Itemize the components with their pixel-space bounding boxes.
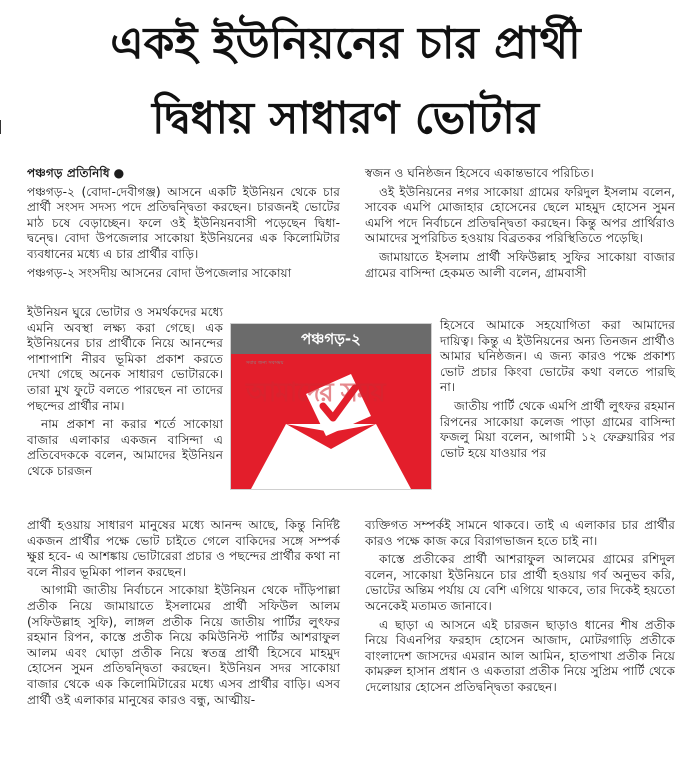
paragraph: এ ছাড়া এ আসনে এই চারজন ছাড়াও ধানের শীষ প্রতীক নিয়ে বিএনপির ফরহাদ হোসেন আজাদ, মোটরগাড়ি প্রতীকে বাংলাদেশ জাসদের এমরান আল আমিন, হাতপাখা প্রতীক নিয়ে কামরুল হাসান প্রধান ও একতারা প্রতীক নিয়ে সুপ্রিম পার্টি থেকে দেলোয়ার হোসেন প্রতিদ্বন্দ্বিতা করছেন। [365,617,675,694]
constituency-label: পঞ্চগড়-২ [231,324,431,354]
paragraph: প্রার্থী হওয়ায় সাধারণ মানুষের মধ্যে আনন্দ আছে, কিন্তু নির্দিষ্ট একজন প্রার্থীর পক্ষে ভোট চাইতে গেলে বাকিদের সঙ্গে সম্পর্ক ক্ষুণ্ণ হবে- এ আশঙ্কায় ভোটারেরা প্রচার ও পছন্দের প্রার্থীর কথা না বলে নীরব ভূমিকা পালন করছেন। [27,518,340,579]
paragraph: পঞ্চগড়-২ (বোদা-দেবীগঞ্জ) আসনে একটি ইউনিয়ন থেকে চার প্রার্থী সংসদ সদস্য পদে প্রতিদ্বন্দ্বিতা করছেন। চারজনই ভোটের মাঠ চষে বেড়াচ্ছেন। ফলে ওই ইউনিয়নবাসী পড়েছেন দ্বিধা-দ্বন্দ্বে। বোদা উপজেলার সাকোয়া ইউনিয়নের এক কিলোমিটার ব্যবধানের মধ্যে এ চার প্রার্থীর বাড়ি। [27,184,340,261]
watermark-logo: আমাদের সময় [246,378,385,408]
watermark-tagline: সবার জন্য সবসময় [246,360,284,366]
paragraph: হিসেবে আমাকে সহযোগিতা করা আমাদের দায়িত্ব। কিন্তু এ ইউনিয়নের অন্য তিনজন প্রার্থীও আমার ঘনিষ্ঠজন। এ জন্য কারও পক্ষে প্রকাশ্য ভোট প্রচার কিংবা ভোটের কথা বলতে পারছি না। [440,318,675,395]
byline-dot-icon: ● [113,166,125,180]
article-column-1-top [27,166,340,284]
paragraph: নাম প্রকাশ না করার শর্তে সাকোয়া বাজার এলাকার একজন বাসিন্দা এ প্রতিবেদককে বলেন, আমাদের ইউনিয়ন থেকে চারজন [27,417,223,478]
paragraph: কাস্তে প্রতীকের প্রার্থী আশরাফুল আলমের গ্রামের রশিদুল বলেন, সাকোয়া ইউনিয়নে চার প্রার্থী হওয়ায় গর্ব অনুভব করি, ভোটের অন্তিম পর্যায় যে বেশি এগিয়ে থাকবে, তার দিকেই হয়তো অনেকেই মতামত জানাবে। [365,552,675,613]
paragraph: আগামী জাতীয় নির্বাচনে সাকোয়া ইউনিয়ন থেকে দাঁড়িপাল্লা প্রতীক নিয়ে জামায়াতে ইসলামের প্রার্থী সফিউল আলম (সফিউল্লাহ সুফি), লাঙ্গল প্রতীক নিয়ে জাতীয় পার্টির লুৎফর রহমান রিপন, কাস্তে প্রতীক নিয়ে কমিউনিস্ট পার্টির আশরাফুল আলম এবং ঘোড়া প্রতীক নিয়ে স্বতন্ত্র প্রার্থী হিসেবে মাহমুদ হোসেন সুমন প্রতিদ্বন্দ্বিতা করছেন। ইউনিয়ন সদর সাকোয়া বাজার থেকে এক কিলোমিটারের মধ্যে এসব প্রার্থীর বাড়ি। এসব প্রার্থী ওই এলাকার মানুষের কারও বন্ধু, আত্মীয়- [27,583,340,707]
margin-mark [0,120,7,134]
headline-line-1: একই ইউনিয়নের চার প্রার্থী [110,18,581,69]
paragraph: ইউনিয়ন ঘুরে ভোটার ও সমর্থকদের মধ্যে এমনি অবস্থা লক্ষ্য করা গেছে। এক ইউনিয়নের চার প্রার্থীকে নিয়ে আনন্দের পাশাপাশি নীরব ভূমিকা প্রকাশ করতে দেখা গেছে অনেক সাধারণ ভোটারকে। তারা মুখ ফুটে বলতে পারছেন না তাদের পছন্দের প্রার্থীর নাম। [27,305,223,413]
paragraph: পঞ্চগড়-২ সংসদীয় আসনের বোদা উপজেলার সাকোয়া [27,265,292,280]
article-column-2-top [365,166,675,284]
paragraph: জামায়াতে ইসলাম প্রার্থী সফিউল্লাহ সুফির সাকোয়া বাজার গ্রামের বাসিন্দা হেকমত আলী বলেন, গ্রামবাসী [365,249,675,280]
article-column-2-bottom [365,518,675,699]
article-column-2-narrow [440,318,675,464]
paragraph: স্বজন ও ঘনিষ্ঠজন হিসেবে একান্তভাবে পরিচিত। [365,166,594,180]
article-column-1-narrow [27,305,223,483]
paragraph: ব্যক্তিগত সম্পর্কই সামনে থাকবে। তাই এ এলাকার চার প্রার্থীর কারও পক্ষে কাজ করে বিরাগভাজন হতে চাই না। [365,518,675,548]
paragraph: জাতীয় পার্টি থেকে এমপি প্রার্থী লুৎফর রহমান রিপনের সাকোয়া কলেজ পাড়া গ্রামের বাসিন্দা ফজলু মিয়া বলেন, আগামী ১২ ফেব্রুয়ারির পর ভোট হয়ে যাওয়ার পর [440,398,675,460]
paragraph: ওই ইউনিয়নের নগর সাকোয়া গ্রামের ফরিদুল ইসলাম বলেন, সাবেক এমপি মোজাহার হোসেনের ছেলে মাহমুদ হোসেন সুমন এমপি পদে নির্বাচনে প্রতিদ্বন্দ্বিতা করছেন। কিন্তু অপর প্রার্থিরাও আমাদের সুপরিচিত হওয়ায় বিব্রতকর পরিস্থিতিতে পড়েছি। [365,184,675,246]
headline-line-2: দ্বিধায় সাধারণ ভোটার [151,93,540,144]
byline: পঞ্চগড় প্রতিনিধি [27,166,110,180]
article-column-1-bottom [27,518,340,711]
